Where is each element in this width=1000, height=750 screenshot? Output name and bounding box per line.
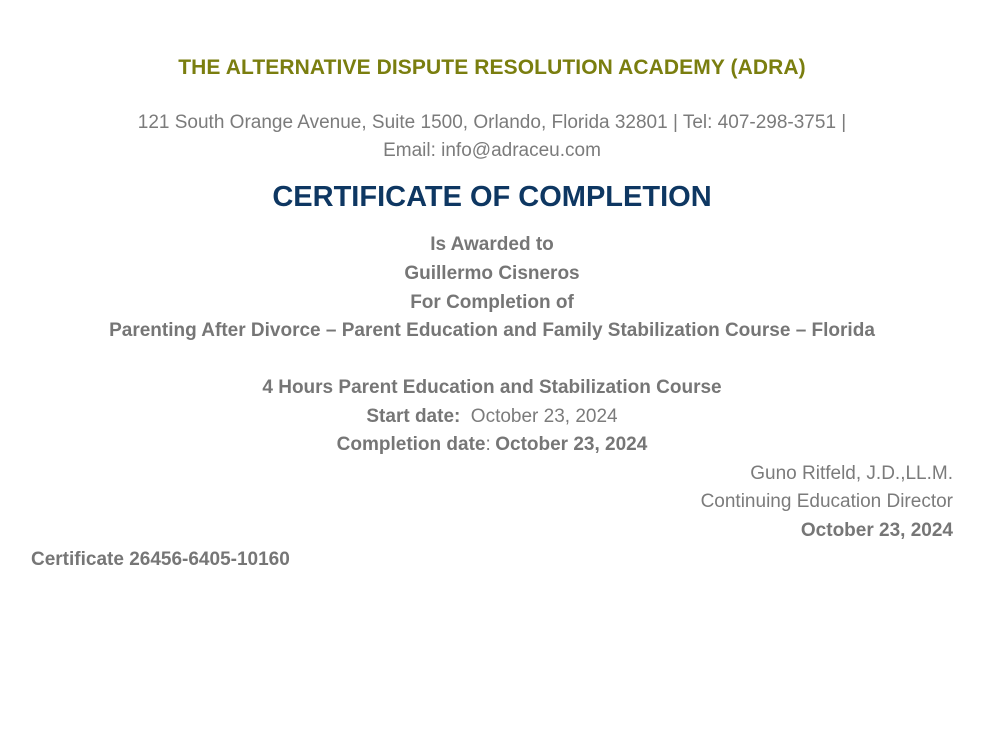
certificate-number: Certificate 26456-6405-10160 — [31, 549, 290, 570]
course-name: Parenting After Divorce – Parent Education and Family Stabilization Course – Florida — [109, 320, 875, 341]
organization-email: Email: info@adraceu.com — [383, 140, 601, 161]
signature-date: October 23, 2024 — [800, 520, 953, 541]
course-hours: 4 Hours Parent Education and Stabilization Course — [262, 377, 722, 398]
certificate-title: CERTIFICATE OF COMPLETION — [272, 181, 712, 213]
completion-date-value: October 23, 2024 — [495, 434, 648, 455]
organization-address: 121 South Orange Avenue, Suite 1500, Orlando, Florida 32801 | Tel: 407-298-3751 | — [137, 112, 847, 133]
start-date-row — [0, 406, 984, 428]
signatory-name: Guno Ritfeld, J.D.,LL.M. — [750, 463, 953, 484]
completion-date-separator: : — [485, 434, 491, 455]
recipient-name: Guillermo Cisneros — [404, 263, 580, 284]
awarded-to-label: Is Awarded to — [430, 234, 554, 255]
start-date-label: Start date: — [366, 406, 461, 427]
start-date-value: October 23, 2024 — [470, 406, 618, 427]
signatory-title: Continuing Education Director — [700, 491, 953, 512]
completion-date-label: Completion date — [336, 434, 486, 455]
for-completion-label: For Completion of — [410, 292, 574, 313]
completion-date-row — [0, 434, 984, 456]
organization-name: THE ALTERNATIVE DISPUTE RESOLUTION ACADEMY (ADRA) — [178, 56, 806, 79]
